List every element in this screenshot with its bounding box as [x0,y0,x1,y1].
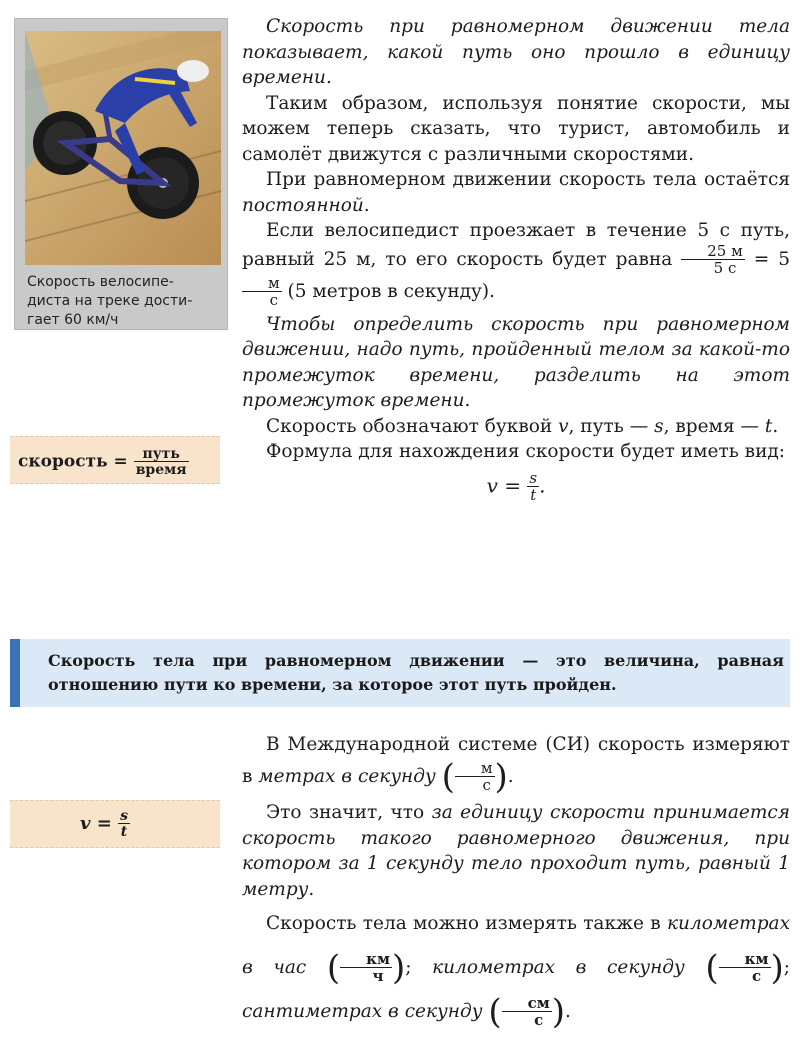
p10-fraction-2 [719,952,771,984]
p8-den: с [482,776,491,794]
p10-text: Скорость тела можно измерять также в [266,913,667,934]
p6-text-c: , время — [663,415,765,437]
p4-frac1-den: 5 с [713,258,737,277]
paragraph-7: Формула для нахождения скорости будет иметь вид: [266,441,786,462]
paragraph-1: Скорость при равномерном движении тела показывает, какой путь оно прошло в единицу времени. [242,16,790,88]
p9-italic: за единицу скорости принимается скорость такого равномерного движения, при котором за 1 секунду тело проходит путь, равный 1 метру [242,802,790,900]
p8-fraction [455,761,495,793]
speed-formula-den: t [530,485,537,504]
p6-t: t [764,415,773,437]
p4-frac2-den: с [269,290,279,309]
p10-fraction-3 [502,996,552,1028]
p6-text: Скорость обозначают буквой [266,415,559,437]
formula-word-fraction [134,447,189,477]
paren-close: ) [494,757,508,797]
paragraph-10 [242,902,790,1034]
p8-num: м [455,761,495,777]
p4-text: Если велосипедист проезжает в течение 5 с путь, равный 25 м, то его скорость будет равна [242,220,790,270]
p6-end: . [772,415,779,437]
formula-word-lhs: скорость = [18,451,128,472]
photo-caption: Скорость велосипе- диста на треке дости- гает 60 км/ч [27,274,193,328]
p4-frac2-num: м [242,276,282,292]
p8-end: . [507,766,514,787]
p4-frac1-num: 25 м [681,244,745,260]
paragraph-5: Чтобы определить скорость при равномерном движении, надо путь, пройденный телом за какой-то промежуток времени, разделить на этот промежуток времени. [242,313,790,411]
p10-fraction-1 [340,952,392,984]
p3-text: При равномерном движении скорость тела остаётся [266,169,790,190]
paren-close: ) [391,948,406,988]
main-text-top [242,14,790,503]
p6-s: s [654,415,664,437]
p8-italic: метрах в секунду [258,766,436,787]
p3-italic: постоянной [242,194,364,216]
definition-box [10,639,790,707]
p10-num-1: км [340,952,392,968]
p10-den-3: с [534,1011,544,1029]
speed-formula-lhs: v = [486,473,521,497]
formula-word-den: время [135,462,187,478]
p4-fraction-1 [681,241,745,277]
paren-open: ( [441,757,455,797]
paren-open: ( [326,948,341,988]
sidebar-formula-word [10,436,220,484]
p9-end: . [308,878,315,900]
p4-fraction-2 [242,273,282,309]
p6-text-b: , путь — [568,415,655,437]
p10-italic-2: километрах в секунду [432,957,685,978]
formula-symbol-den: t [120,824,128,840]
sidebar-formula-symbol [10,800,220,848]
definition-text: Скорость тела при равномерном движении — это величина, равная отношению пути ко времени, за которое этот путь пройден. [48,651,784,694]
p10-italic-1: километрах в час [242,913,790,978]
p10-sep-1: ; [405,957,433,978]
paren-open: ( [705,948,719,988]
p4-equals: = 5 [744,248,790,270]
p10-den-2: с [751,967,762,985]
p10-sep-2: ; [783,957,790,978]
formula-symbol-lhs: v = [80,813,112,834]
p10-num-2: км [719,952,771,968]
p4-end: (5 метров в секунду). [281,280,496,302]
paragraph-3 [242,167,790,218]
cyclist-photo [25,31,221,265]
p10-end: . [565,1001,571,1022]
speed-formula-fraction [527,468,539,504]
paragraph-2: Таким образом, используя понятие скорости, мы можем теперь сказать, что турист, автомобиль и самолёт движутся с различными скоростями. [242,92,790,165]
p9-text: Это значит, что [266,802,432,823]
paragraph-8 [242,730,790,797]
paragraph-9 [242,800,790,902]
p10-italic-3: сантиметрах в секунду [242,1001,483,1022]
paren-open: ( [488,992,502,1032]
speed-formula [242,468,790,504]
paragraph-6 [242,414,790,440]
formula-symbol-fraction [118,809,130,839]
cyclist-illustration [25,31,221,265]
main-text-bottom [242,730,790,1034]
photo-card [14,18,228,330]
p10-num-3: см [502,996,552,1012]
formula-word-num: путь [134,447,189,462]
p6-v: v [558,415,569,437]
paren-close: ) [551,992,566,1032]
paragraph-4 [242,218,790,308]
formula-symbol-num: s [120,808,128,824]
paren-close: ) [770,948,784,988]
speed-formula-end: . [539,473,546,497]
speed-formula-num: s [529,468,538,487]
p8-text: В Международной системе (СИ) скорость измеряют в [242,734,790,787]
p10-den-1: ч [372,967,384,985]
p3-end: . [363,194,370,216]
